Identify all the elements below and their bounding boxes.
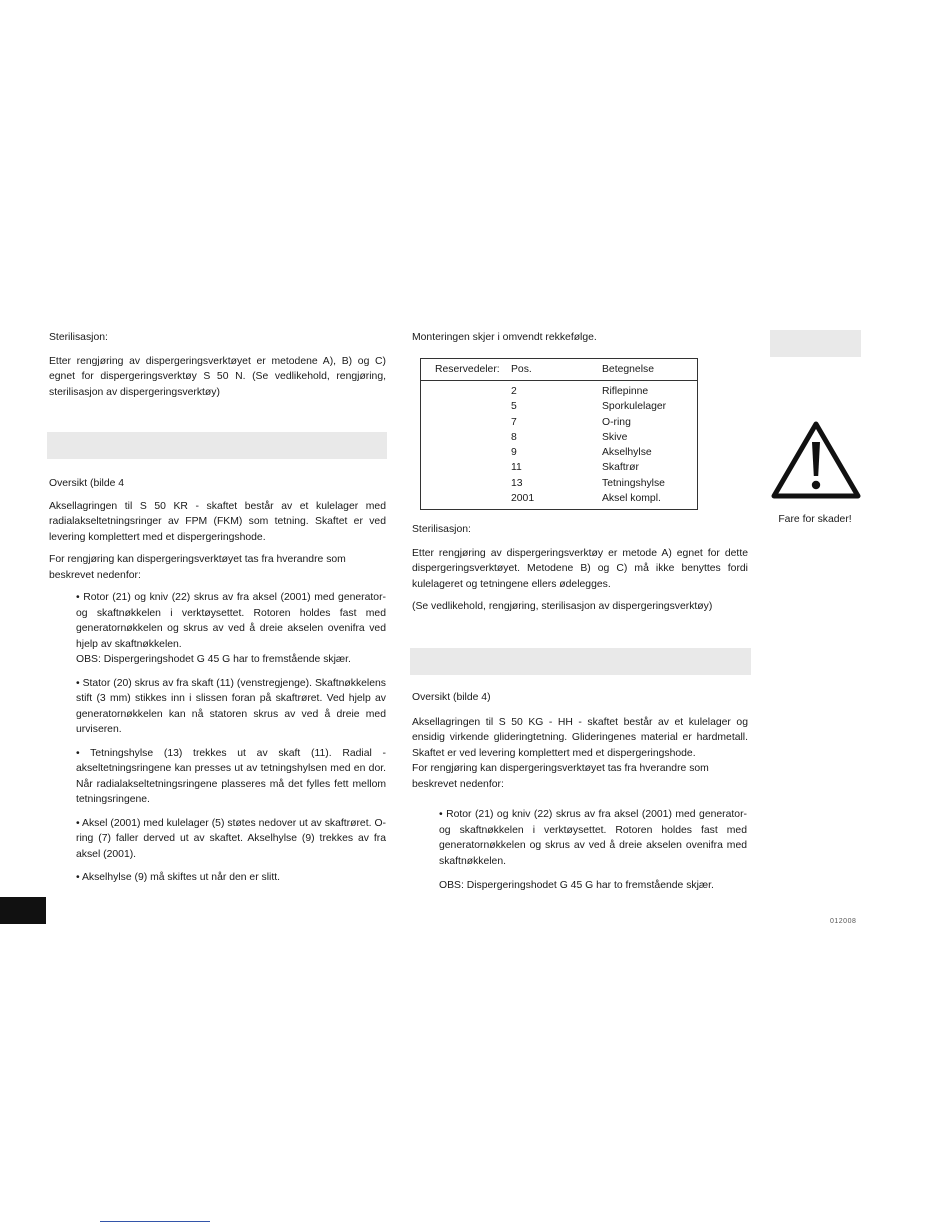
row-pos: 2 (511, 386, 517, 397)
left-column (49, 330, 386, 407)
warning-triangle-icon (771, 420, 861, 500)
page-tab-marker (0, 897, 46, 924)
header-reservedeler: Reservedeler: (435, 364, 500, 375)
left-bullet-1 (49, 590, 386, 668)
left-bullet-2-text: • Stator (20) skrus av fra skaft (11) (venstregjenge). Skaftnøkkelens stift (3 mm) stikkes inn i slissen foran på skaftrøret. Ved hjelp av generatornøkkelen kan nå statoren skrus av ved å dreie med urviseren. (76, 677, 386, 735)
row-pos: 9 (511, 447, 517, 459)
warning-caption: Fare for skader! (778, 514, 852, 525)
left-intro: Aksellagringen til S 50 KR - skaftet består av et kulelager med radialakseltetningsringer av FPM (FKM) som tetning. Skaftet er ved levering komplettert med et dispergeringshode. (49, 500, 386, 543)
middle-steril-block (412, 522, 748, 622)
left-cleaning: For rengjøring kan dispergeringsverktøyet tas fra hverandre som beskrevet nedenfor: (49, 554, 346, 581)
figure-code: 012008 (830, 918, 857, 925)
right-heading-bar (770, 330, 861, 357)
middle-bullet-block (439, 807, 747, 901)
table-row (421, 491, 697, 506)
middle-steril-text: Etter rengjøring av dispergeringsverktøy er metode A) egnet for dette dispergeringsverktøyet. Metodene B) og C) må ikke benyttes fordi kulelageret og tetningene ellers ødelegges. (412, 547, 748, 590)
row-name: O-ring (602, 416, 631, 428)
row-pos: 7 (511, 416, 517, 428)
assembly-note: Monteringen skjer i omvendt rekkefølge. (412, 332, 597, 343)
row-name: Sporkulelager (602, 401, 667, 413)
table-row (421, 430, 697, 445)
row-pos: 8 (511, 431, 517, 443)
middle-intro: Aksellagringen til S 50 KG - HH - skaftet består av et kulelager og ensidig virkende glideringtetning. Glideringenes material er hardmetall. Skaftet er ved levering komplettert med et dispergeringshode. (412, 716, 748, 759)
left-section-body (49, 476, 386, 894)
left-bullet-4 (49, 816, 386, 863)
spare-parts-table (420, 358, 698, 510)
header-betegnelse: Betegnelse (602, 364, 654, 375)
middle-section-heading-bar (410, 648, 751, 675)
middle-cleaning: For rengjøring kan dispergeringsverktøyet tas fra hverandre som beskrevet nedenfor: (412, 763, 709, 790)
header-pos: Pos. (511, 364, 532, 375)
table-row (421, 460, 697, 475)
table-row (421, 399, 697, 414)
table-row (421, 415, 697, 430)
left-bullet-3 (49, 746, 386, 808)
left-bullet-1-text: • Rotor (21) og kniv (22) skrus av fra aksel (2001) med generator- og skaftnøkkelen i verktøysettet. Rotoren holdes fast med generatornøkkelen og skrus av ved å dreie akselen ovenifra ved hjelp av skaftnøkkelen. (76, 592, 386, 650)
table-row (421, 445, 697, 460)
middle-note: OBS: Dispergeringshodet G 45 G har to fremstående skjær. (439, 880, 714, 891)
left-bullet-1-note: OBS: Dispergeringshodet G 45 G har to fremstående skjær. (76, 654, 351, 665)
row-pos: 11 (511, 462, 522, 474)
middle-column-top (412, 330, 748, 353)
middle-steril-title: Sterilisasjon: (412, 524, 471, 535)
row-pos: 13 (511, 477, 523, 489)
left-bullet-2 (49, 676, 386, 738)
row-name: Akselhylse (602, 447, 652, 459)
left-bullet-list (49, 590, 386, 886)
row-name: Skaftrør (602, 462, 639, 474)
left-bullet-5-text: • Akselhylse (9) må skiftes ut når den er slitt. (76, 872, 281, 883)
table-row (421, 384, 697, 399)
row-pos: 5 (511, 401, 517, 413)
spare-parts-header (421, 362, 697, 381)
row-name: Aksel kompl. (602, 493, 661, 505)
middle-steril-ref: (Se vedlikehold, rengjøring, sterilisasjon av dispergeringsverktøy) (412, 601, 713, 612)
middle-overview: Oversikt (bilde 4) (412, 692, 491, 703)
row-name: Skive (602, 431, 628, 443)
spare-parts-rows (421, 384, 697, 506)
left-steril-text: Etter rengjøring av dispergeringsverktøyet er metodene A), B) og C) egnet for dispergeringsverktøy S 50 N. (Se vedlikehold, rengjøring, sterilisasjon av dispergeringsverktøy) (49, 355, 386, 398)
row-name: Riflepinne (602, 386, 649, 397)
left-steril-title: Sterilisasjon: (49, 332, 108, 343)
left-overview: Oversikt (bilde 4 (49, 478, 125, 489)
row-pos: 2001 (511, 493, 535, 505)
middle-section-body (412, 690, 748, 799)
bottom-link-line (100, 1221, 210, 1222)
left-bullet-4-text: • Aksel (2001) med kulelager (5) støtes nedover ut av skaftrøret. O-ring (7) faller derved ut av skaftet. Akselhylse (9) trekkes av fra aksel (2001). (76, 817, 386, 860)
middle-bullet: • Rotor (21) og kniv (22) skrus av fra aksel (2001) med generator- og skaftnøkkelen i verktøysettet. Rotoren holdes fast med generatornøkkelen og skrus av ved å dreie akselen ovenifra med skaftnøkkelen. (439, 809, 747, 867)
row-name: Tetningshylse (602, 477, 665, 489)
left-bullet-5 (49, 870, 386, 886)
left-section-heading-bar (47, 432, 387, 459)
left-bullet-3-text: • Tetningshylse (13) trekkes ut av skaft (11). Radial - akseltetningsringene kan presses ut av tetningshylsen med en dor. Når radialakseltetningsringene plasseres må det fylles fett mellom tetningsringene. (76, 747, 386, 805)
table-row (421, 476, 697, 491)
